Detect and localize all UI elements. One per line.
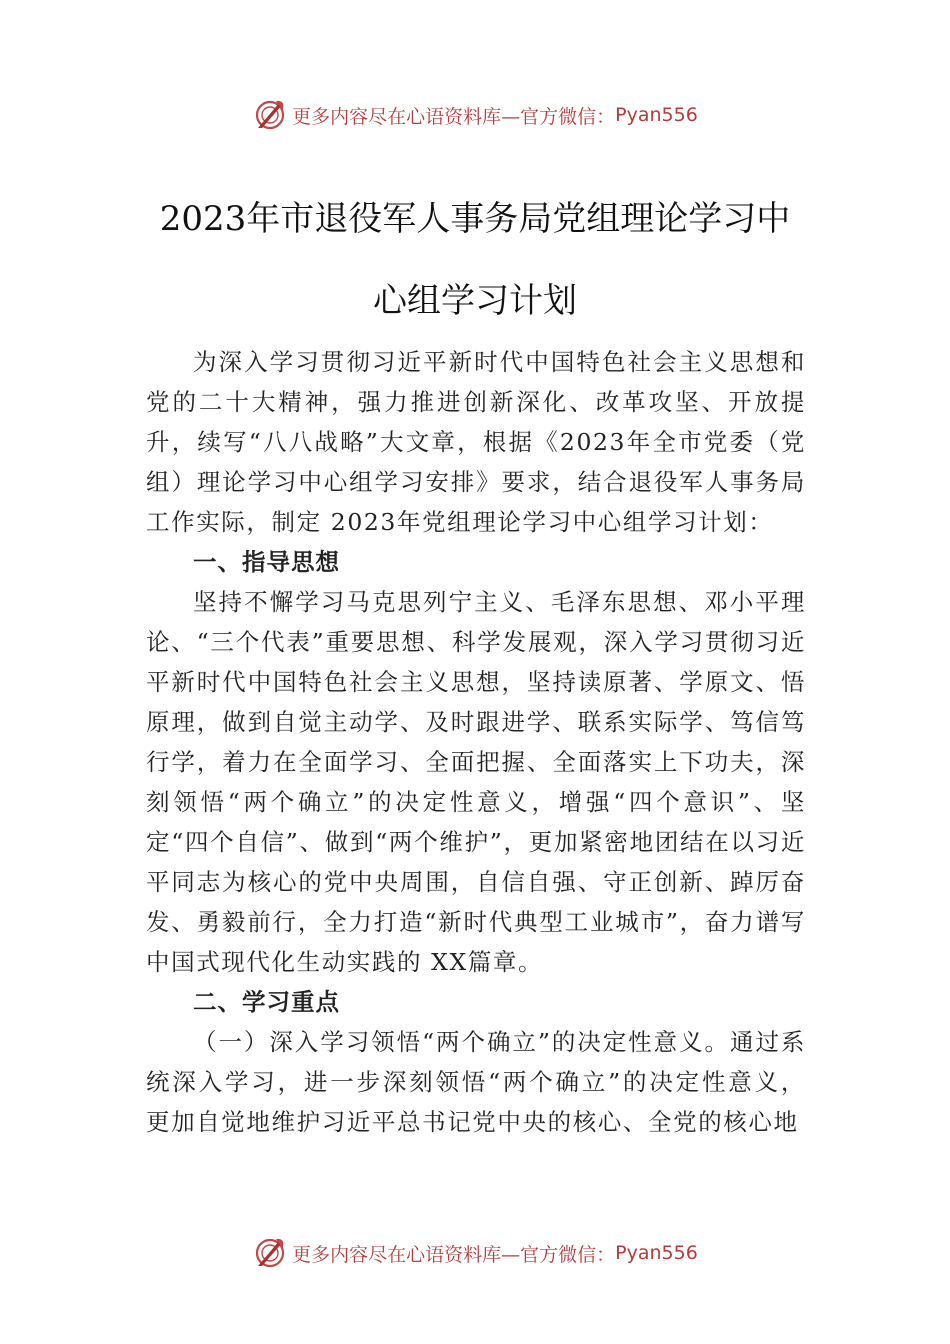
quill-pen-logo-icon [252, 97, 288, 133]
intro-paragraph: 为深入学习贯彻习近平新时代中国特色社会主义思想和党的二十大精神，强力推进创新深化、改革攻坚、开放提升，续写“八八战略”大文章，根据《2023年全市党委（党组）理论学习中心组学习安排》要求，结合退役军人事务局工作实际，制定 2023年党组理论学习中心组学习计划： [146, 348, 806, 536]
document-title [120, 178, 830, 342]
guiding-thought-paragraph: 坚持不懈学习马克思列宁主义、毛泽东思想、邓小平理论、“三个代表”重要思想、科学发展观，深入学习贯彻习近平新时代中国特色社会主义思想，坚持读原著、学原文、悟原理，做到自觉主动学、及时跟进学、联系实际学、笃信笃行学，着力在全面学习、全面把握、全面落实上下功夫，深刻领悟“两个确立”的决定性意义，增强“四个意识”、坚定“四个自信”、做到“两个维护”，更加紧密地团结在以习近平同志为核心的党中央周围，自信自强、守正创新、踔厉奋发、勇毅前行，全力打造“新时代典型工业城市”，奋力谱写中国式现代化生动实践的 XX篇章。 [146, 588, 806, 976]
document-body [146, 342, 806, 1142]
banner-wechat-id: Pyan556 [615, 104, 698, 126]
quill-pen-logo-icon [252, 1235, 288, 1271]
banner-text: 更多内容尽在心语资料库—官方微信： [292, 105, 616, 128]
title-line-1: 2023年市退役军人事务局党组理论学习中 [159, 199, 791, 239]
section-heading-study-focus: 二、学习重点 [193, 988, 340, 1016]
header-banner [0, 95, 950, 135]
banner-text: 更多内容尽在心语资料库—官方微信： [292, 1243, 616, 1266]
section-heading-guiding-thought: 一、指导思想 [193, 548, 340, 576]
banner-wechat-id: Pyan556 [615, 1242, 698, 1264]
footer-banner [0, 1233, 950, 1273]
title-line-2: 心组学习计划 [373, 281, 577, 321]
study-focus-item-1: （一）深入学习领悟“两个确立”的决定性意义。通过系统深入学习，进一步深刻领悟“两个确立”的决定性意义， 更加自觉地维护习近平总书记党中央的核心、全党的核心地 [146, 1028, 806, 1136]
